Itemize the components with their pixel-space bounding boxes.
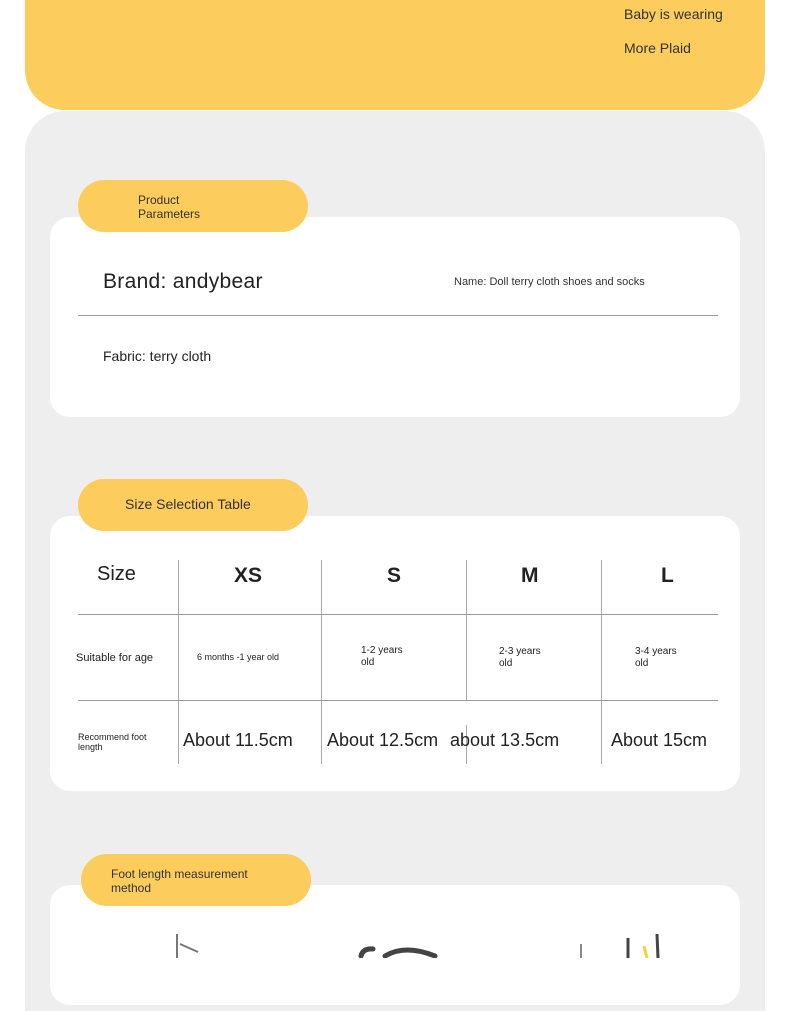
product-name-text: Name: Doll terry cloth shoes and socks [454,276,645,288]
table-header-xs: XS [234,564,263,587]
foot-m: about 13.5cm [450,730,560,750]
table-header-l: L [661,564,674,587]
foot-s: About 12.5cm [327,730,439,750]
table-header-s: S [387,564,402,587]
measurement-pill [81,854,311,906]
age-xs: 6 months -1 year old [197,652,280,662]
parameters-divider [78,315,718,316]
foot-outline-illustration [355,940,445,958]
table-col-divider [466,560,467,700]
table-row-divider [78,700,718,701]
table-header-size: Size [97,563,136,585]
table-col-divider [178,560,179,764]
age-m: 2-3 years old [499,646,541,669]
size-table-pill [78,479,308,531]
table-row-divider [78,614,718,615]
foot-l: About 15cm [611,730,708,750]
measurement-pill-label: Foot length measurement method [111,867,248,895]
table-col-divider [601,560,602,764]
size-table-pill-label: Size Selection Table [125,496,251,512]
foot-row-label: Recommend foot length [78,732,147,752]
brand-text: Brand: andybear [103,270,263,293]
parameters-pill-label: Product Parameters [138,193,201,221]
banner-text-line2: More Plaid [624,40,691,56]
banner-text-line1: Baby is wearing [624,6,723,22]
table-header-m: M [521,564,539,587]
table-col-divider [321,560,322,764]
age-row-label: Suitable for age [76,652,154,664]
parameters-card [50,217,740,417]
measuring-illustration [570,930,680,958]
age-s: 1-2 years old [361,645,403,668]
ruler-illustration [170,930,210,958]
fabric-text: Fabric: terry cloth [103,348,212,364]
age-l: 3-4 years old [635,646,677,669]
parameters-pill [78,180,308,232]
foot-xs: About 11.5cm [183,730,293,750]
